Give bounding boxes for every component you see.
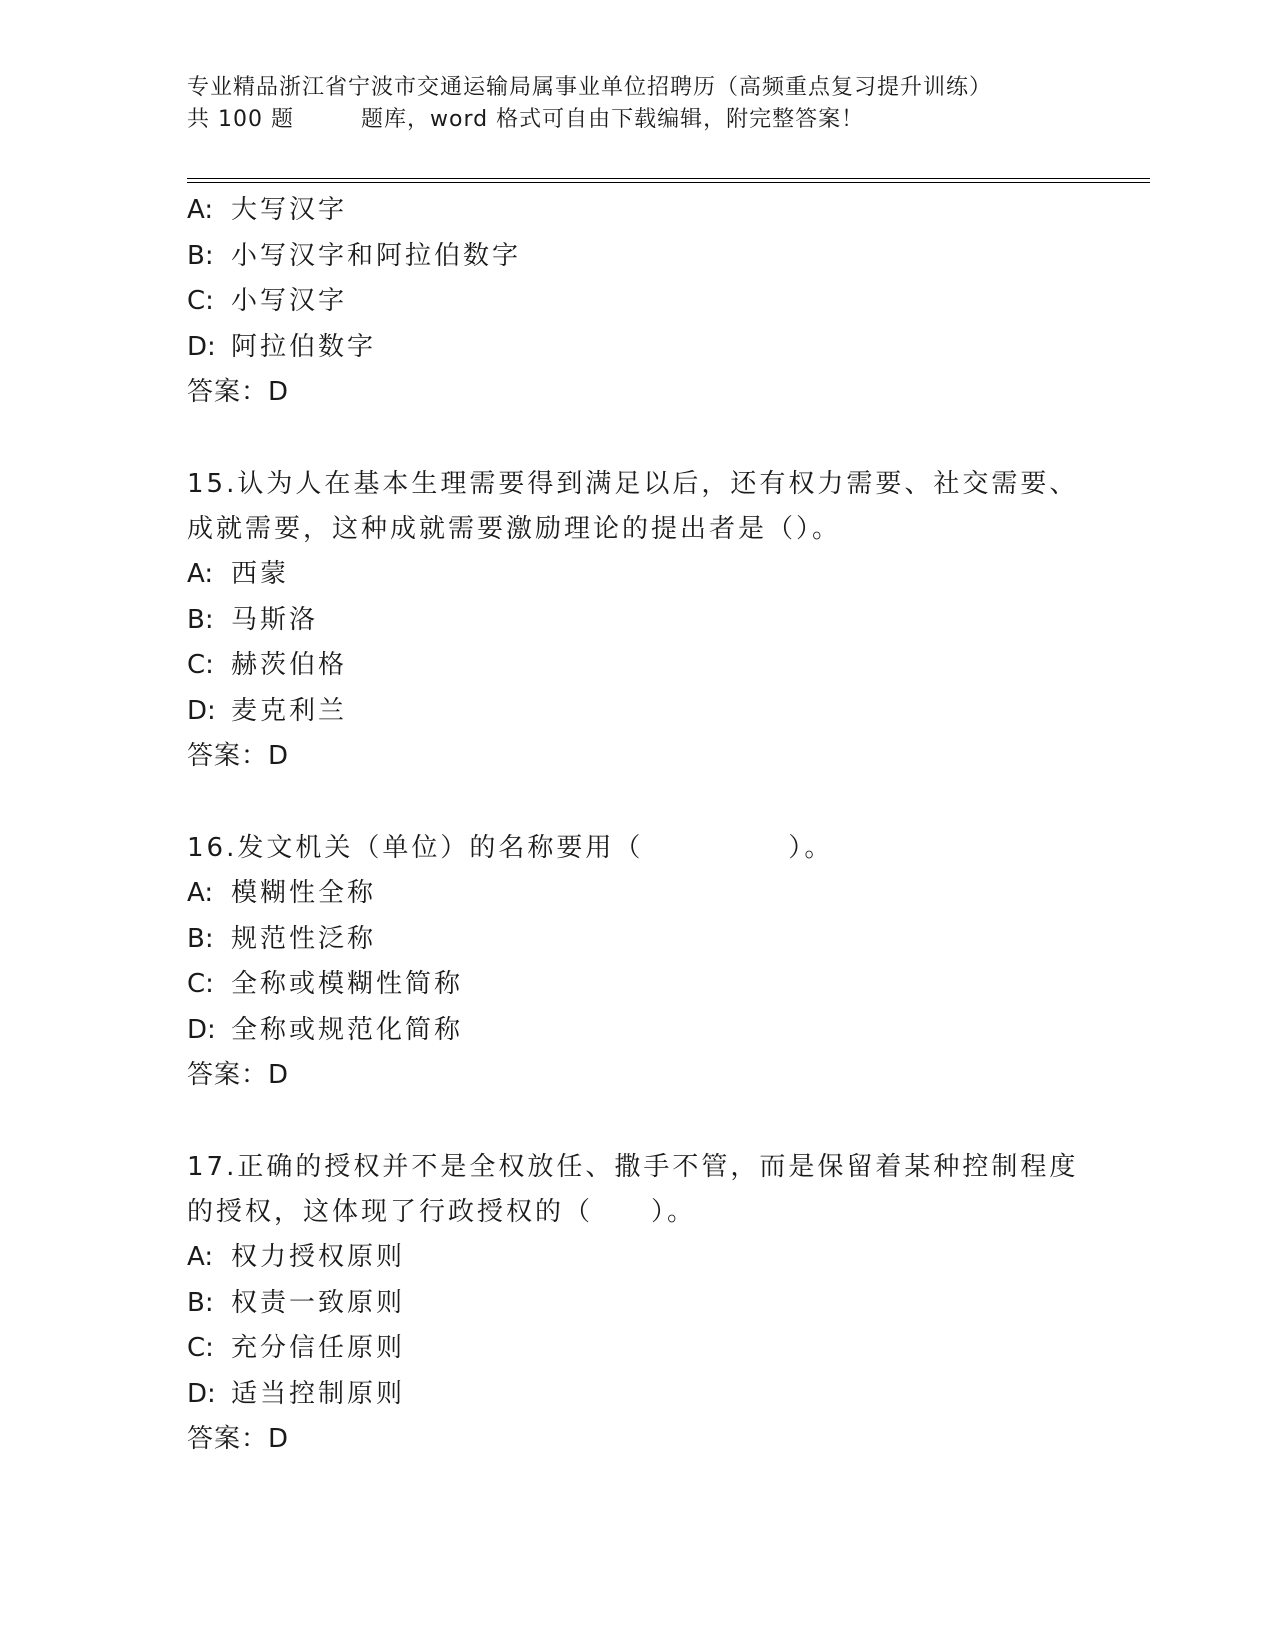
option-b: B: 规范性泛称 [187, 923, 377, 954]
option-b: B: 马斯洛 [187, 604, 319, 635]
option-a: A: 权力授权原则 [187, 1242, 406, 1272]
answer: 答案：D [187, 1060, 290, 1090]
question-text: 17.正确的授权并不是全权放任、撒手不管，而是保留着某种控制程度的授权，这体现了行政授权的（ ）。 [187, 1152, 1079, 1227]
question-block [187, 1145, 1087, 1462]
answer: 答案：D [187, 741, 290, 771]
header-title: 专业精品浙江省宁波市交通运输局属事业单位招聘历（高频重点复习提升训练） [187, 75, 993, 100]
question-block [187, 462, 1087, 779]
question-count: 共 100 题 [187, 107, 294, 132]
question-text: 15.认为人在基本生理需要得到满足以后，还有权力需要、社交需要、成就需要，这种成就需要激励理论的提出者是（）。 [187, 469, 1079, 544]
header-subtitle [187, 104, 1147, 136]
document-header [187, 72, 1147, 136]
question-block [187, 826, 1087, 1098]
header-description: 题库，word 格式可自由下载编辑，附完整答案！ [361, 107, 865, 132]
option-a: A: 西蒙 [187, 559, 290, 589]
option-d: D: 适当控制原则 [187, 1378, 406, 1409]
option-c: C: 小写汉字 [187, 286, 348, 316]
header-divider [187, 178, 1150, 179]
option-c: C: 赫茨伯格 [187, 650, 348, 680]
answer: 答案：D [187, 1424, 290, 1454]
question-list [187, 188, 1087, 1462]
option-a: A: 大写汉字 [187, 195, 348, 225]
answer: 答案：D [187, 377, 290, 407]
option-d: D: 阿拉伯数字 [187, 331, 377, 362]
question-block [187, 188, 1087, 415]
option-b: B: 权责一致原则 [187, 1287, 406, 1318]
option-c: C: 充分信任原则 [187, 1333, 406, 1363]
option-c: C: 全称或模糊性简称 [187, 969, 464, 999]
option-d: D: 全称或规范化简称 [187, 1014, 464, 1045]
option-b: B: 小写汉字和阿拉伯数字 [187, 240, 522, 271]
question-text: 16.发文机关（单位）的名称要用（ ）。 [187, 833, 834, 863]
option-d: D: 麦克利兰 [187, 695, 348, 726]
option-a: A: 模糊性全称 [187, 878, 377, 908]
header-divider-secondary [187, 182, 1150, 183]
